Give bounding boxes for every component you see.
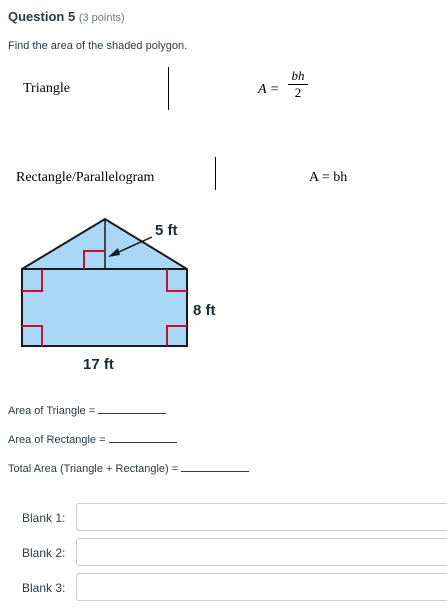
area-rectangle-text: Area of Rectangle =: [8, 434, 106, 446]
fraction-numerator: bh: [291, 68, 305, 83]
total-area-text: Total Area (Triangle + Rectangle) =: [8, 463, 179, 475]
fraction-denominator: 2: [294, 85, 302, 100]
blank-1-input[interactable]: [76, 503, 447, 531]
triangle-formula-fraction: [288, 68, 308, 100]
area-rectangle-underline: [109, 432, 177, 443]
blank-2-input[interactable]: [76, 538, 447, 566]
polygon-figure: [0, 205, 260, 380]
area-rectangle-prompt: [8, 432, 177, 446]
area-triangle-underline: [98, 403, 166, 414]
formula-divider: [168, 67, 169, 110]
question-header: [8, 9, 125, 24]
area-triangle-prompt: [8, 403, 166, 417]
question-points: (3 points): [78, 12, 125, 24]
label-8ft: 8 ft: [193, 302, 216, 319]
rectangle-formula-label: Rectangle/Parallelogram: [16, 170, 155, 185]
triangle-formula-label: Triangle: [23, 81, 70, 96]
blank-3-input[interactable]: [76, 573, 447, 601]
rectangle-formula: A = bh: [309, 170, 348, 185]
formula-divider: [215, 157, 216, 190]
question-instruction: Find the area of the shaded polygon.: [8, 40, 188, 52]
triangle-formula-lhs: A =: [258, 82, 280, 97]
label-5ft: 5 ft: [155, 222, 178, 239]
label-17ft: 17 ft: [83, 356, 114, 373]
total-area-prompt: [8, 461, 249, 475]
blank-1-label: Blank 1:: [22, 511, 66, 525]
area-triangle-text: Area of Triangle =: [8, 405, 96, 417]
total-area-underline: [181, 461, 249, 472]
blank-3-label: Blank 3:: [22, 581, 66, 595]
blank-2-label: Blank 2:: [22, 546, 66, 560]
question-title: Question 5: [8, 9, 76, 24]
